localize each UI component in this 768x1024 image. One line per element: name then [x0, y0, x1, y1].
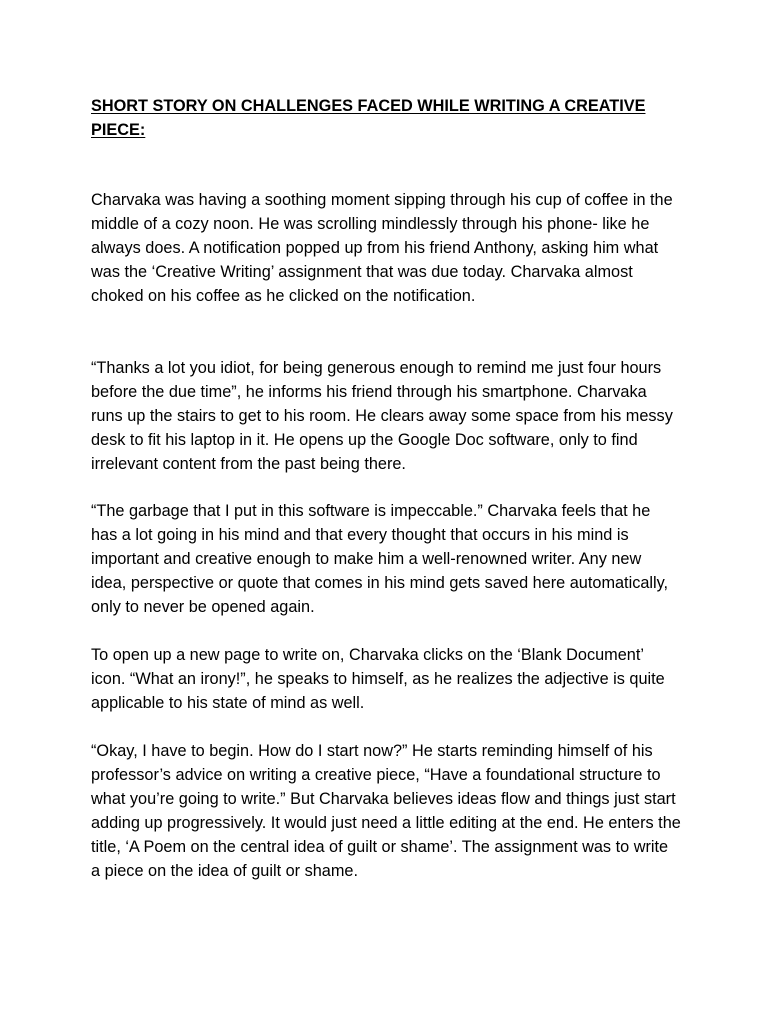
story-paragraph-4: To open up a new page to write on, Charvaka clicks on the ‘Blank Document’ icon. “What an irony!”, he speaks to himself, as he realizes the adjective is quite applicable to his state of mind as well. [91, 646, 665, 712]
story-paragraph-5: “Okay, I have to begin. How do I start now?” He starts reminding himself of his professor’s advice on writing a creative piece, “Have a foundational structure to what you’re going to write.” But Charvaka believes ideas flow and things just start adding up progressively. It would just need a little editing at the end. He enters the title, ‘A Poem on the central idea of guilt or shame’. The assignment was to write a piece on the idea of guilt or shame. [91, 742, 681, 880]
story-paragraph-1: Charvaka was having a soothing moment sipping through his cup of coffee in the middle of a cozy noon. He was scrolling mindlessly through his phone- like he always does. A notification popped up from his friend Anthony, asking him what was the ‘Creative Writing’ assignment that was due today. Charvaka almost choked on his coffee as he clicked on the notification. [91, 191, 673, 305]
story-paragraph-3: “The garbage that I put in this software is impeccable.” Charvaka feels that he has a lot going in his mind and that every thought that occurs in his mind is important and creative enough to make him a well-renowned writer. Any new idea, perspective or quote that comes in his mind gets saved here automatically, only to never be opened again. [91, 502, 669, 616]
document-title: SHORT STORY ON CHALLENGES FACED WHILE WRITING A CREATIVE PIECE: [91, 97, 646, 139]
story-paragraph-2: “Thanks a lot you idiot, for being generous enough to remind me just four hours before the due time”, he informs his friend through his smartphone. Charvaka runs up the stairs to get to his room. He clears away some space from his messy desk to fit his laptop in it. He opens up the Google Doc software, only to find irrelevant content from the past being there. [91, 359, 673, 473]
